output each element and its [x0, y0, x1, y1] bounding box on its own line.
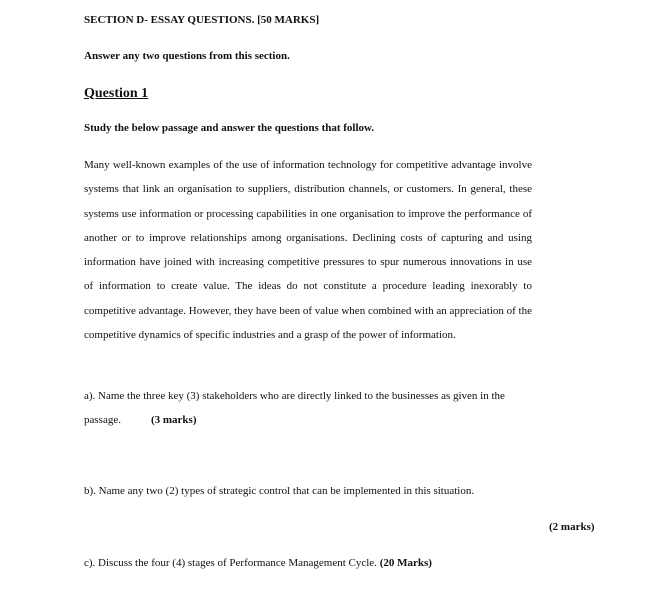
question-a	[84, 384, 532, 432]
question-a-marks: (3 marks)	[150, 414, 197, 426]
question-title: Question 1	[84, 86, 149, 101]
section-title: SECTION D- ESSAY QUESTIONS. [50 MARKS]	[84, 14, 320, 26]
question-b-text: b). Name any two (2) types of strategic control that can be implemented in this situation.	[84, 485, 475, 497]
instruction-text: Answer any two questions from this section.	[84, 50, 290, 62]
question-c-marks: (20 Marks)	[379, 557, 432, 569]
passage-text: Many well-known examples of the use of information technology for competitive advantage involve systems that link an organisation to suppliers, distribution channels, or customers. In general, these systems use information or processing capabilities in one organisation to improve the performance of another or to improve relationships among organisations. Declining costs of capturing and using information have joined with increasing competitive pressures to spur numerous innovations in use of information to create value. The ideas do not constitute a procedure leading inexorably to competitive advantage. However, they have been of value when combined with an appreciation of the competitive dynamics of specific industries and a grasp of the power of information.	[84, 159, 532, 342]
question-a-text: a). Name the three key (3) stakeholders who are directly linked to the businesses as given in the passage.	[84, 390, 505, 426]
question-c-text: c). Discuss the four (4) stages of Performance Management Cycle.	[84, 557, 377, 569]
question-c	[84, 557, 432, 569]
passage-intro: Study the below passage and answer the questions that follow.	[84, 122, 375, 134]
question-b-marks: (2 marks)	[549, 521, 595, 533]
